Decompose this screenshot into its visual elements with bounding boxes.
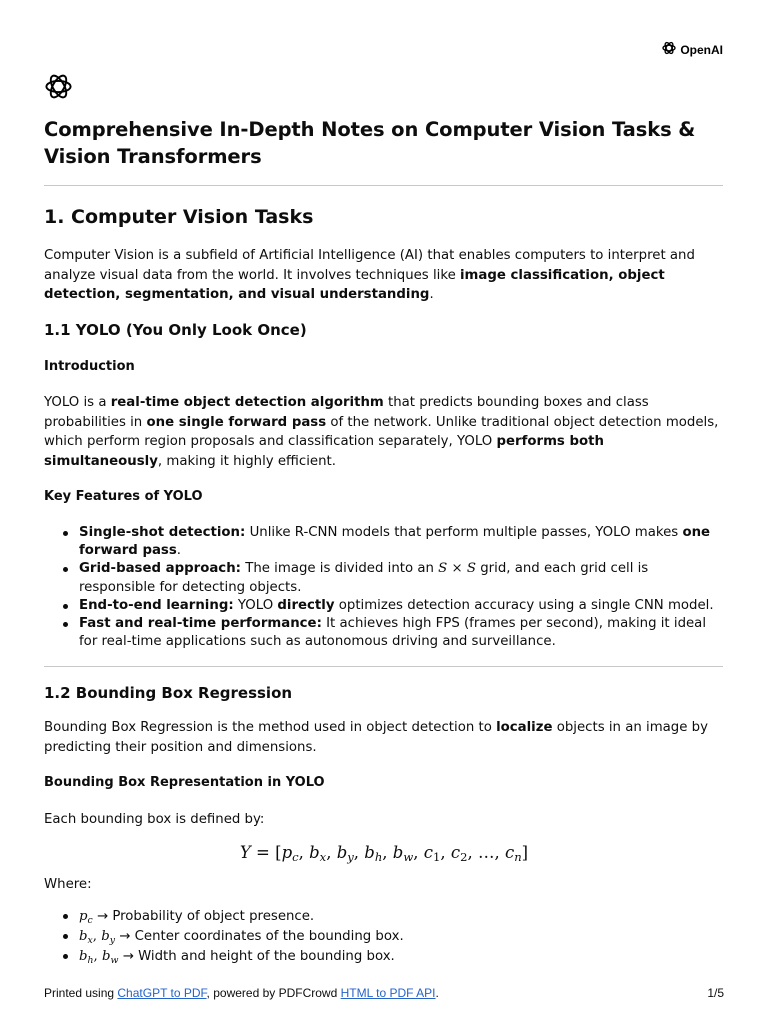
- introduction-heading: Introduction: [44, 359, 135, 374]
- openai-logo-icon: [661, 40, 677, 59]
- list-item: Fast and real-time performance: It achieves high FPS (frames per second), making it ideal for real-time applications such as autonomous driving and surveillance.: [44, 615, 724, 651]
- bbox-equation: $Y = [p_c$, $b_x$, $b_y$, $b_h$, $b_w$, $c_1$, $c_2$, …, $c_n$]: [239, 843, 529, 864]
- yolo-intro-paragraph: YOLO is a real-time object detection algorithm that predicts bounding boxes and class probabilities in one single forward pass of the network. Unlike traditional object detection models, which perform region proposals and classification separately, YOLO performs both simultaneously, making it highly efficient.: [44, 395, 719, 469]
- subsection-heading-bbox: 1.2 Bounding Box Regression: [44, 684, 293, 702]
- section-intro-paragraph: Computer Vision is a subfield of Artificial Intelligence (AI) that enables computers to interpret and analyze visual data from the world. It involves techniques like image classification, object detection, segmentation, and visual understanding.: [44, 248, 695, 303]
- bbox-representation-heading: Bounding Box Representation in YOLO: [44, 775, 325, 790]
- divider: [44, 185, 723, 186]
- chatgpt-logo-icon: [44, 72, 73, 101]
- bbox-intro-paragraph: Bounding Box Regression is the method used in object detection to localize objects in an image by predicting their position and dimensions.: [44, 720, 708, 755]
- html-to-pdf-api-link[interactable]: HTML to PDF API: [340, 986, 436, 1000]
- list-item: $p_c$ → Probability of object presence.: [44, 907, 724, 927]
- page-number: 1/5: [707, 986, 724, 1000]
- list-item: End-to-end learning: YOLO directly optimizes detection accuracy using a single CNN model.: [44, 597, 724, 615]
- section-heading: 1. Computer Vision Tasks: [44, 206, 314, 228]
- list-item: $b_h$, $b_w$ → Width and height of the bounding box.: [44, 947, 724, 967]
- defined-by-text: Each bounding box is defined by:: [44, 812, 265, 827]
- openai-brand: [661, 40, 723, 59]
- print-footer: Printed using ChatGPT to PDF, powered by PDFCrowd HTML to PDF API. 1/5: [44, 986, 724, 1000]
- chatgpt-to-pdf-link[interactable]: ChatGPT to PDF: [117, 986, 207, 1000]
- where-label: Where:: [44, 877, 92, 892]
- brand-name: OpenAI: [680, 42, 723, 57]
- document-title: Comprehensive In-Depth Notes on Computer Vision Tasks & Vision Transformers: [44, 118, 696, 168]
- terms-list: [44, 907, 724, 967]
- subsection-heading-yolo: 1.1 YOLO (You Only Look Once): [44, 321, 307, 339]
- list-item: Single-shot detection: Unlike R-CNN models that perform multiple passes, YOLO makes one forward pass.: [44, 524, 724, 560]
- key-features-heading: Key Features of YOLO: [44, 489, 203, 504]
- list-item: $b_x$, $b_y$ → Center coordinates of the bounding box.: [44, 927, 724, 947]
- divider: [44, 666, 723, 667]
- features-list: [44, 524, 724, 651]
- list-item: Grid-based approach: The image is divided into an S × S grid, and each grid cell is responsible for detecting objects.: [44, 560, 724, 596]
